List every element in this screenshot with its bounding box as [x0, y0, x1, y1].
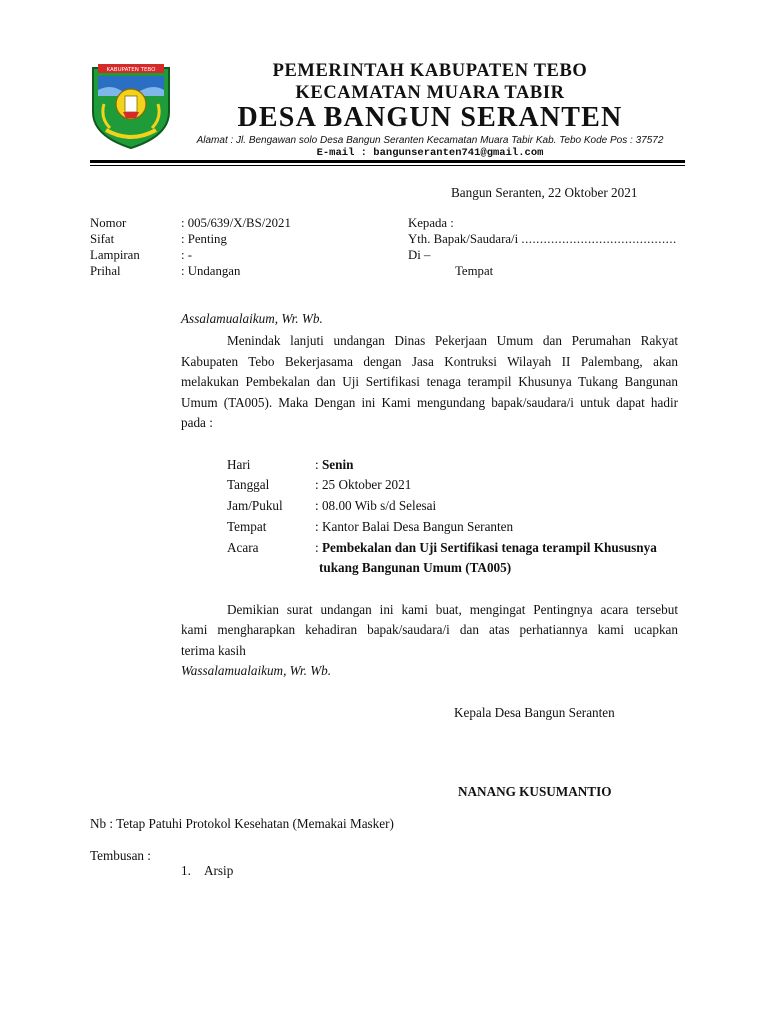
body-line-4: Umum (TA005). Maka Dengan ini Kami mengundang bapak/saudara/i untuk dapat hadir [181, 395, 678, 410]
recipient-tempat: Tempat [455, 264, 494, 278]
nomor-value: : 005/639/X/BS/2021 [181, 216, 291, 230]
letterhead-email: E-mail : bangunseranten741@gmail.com [316, 147, 544, 159]
closing-line-1: Demikian surat undangan ini kami buat, mengingat Pentingnya acara tersebut [227, 602, 678, 617]
event-tempat-label: Tempat [227, 519, 267, 534]
coat-of-arms-logo [90, 60, 172, 150]
prihal-label: Prihal [90, 264, 121, 278]
event-acara-value-1: Pembekalan dan Uji Sertifikasi tenaga terampil Khususnya [321, 540, 657, 555]
recipient-yth [408, 231, 677, 247]
closing-line-2: kami mengharapkan kehadiran bapak/saudara/i dan atas perhatiannya kami ucapkan [181, 622, 678, 637]
greeting: Assalamualaikum, Wr. Wb. [181, 311, 323, 326]
signature-name: NANANG KUSUMANTIO [458, 784, 612, 799]
event-acara-colon: : [315, 540, 322, 555]
health-protocol-note: Nb : Tetap Patuhi Protokol Kesehatan (Memakai Masker) [90, 816, 394, 831]
tembusan-item-num: 1. [181, 863, 191, 878]
prihal-value: : Undangan [181, 264, 241, 278]
event-jam-value: : 08.00 Wib s/d Selesai [315, 498, 437, 513]
tembusan-label: Tembusan : [90, 848, 151, 863]
closing-greeting: Wassalamualaikum, Wr. Wb. [181, 663, 332, 678]
event-hari-label: Hari [227, 457, 251, 472]
event-hari-colon: : [315, 457, 322, 472]
body-line-2: Kabupaten Tebo Bekerjasama dengan Jasa Kontruksi Wilayah II Palembang, akan [181, 354, 678, 369]
event-acara-line1 [315, 540, 657, 556]
closing-line-3: terima kasih [181, 643, 246, 658]
signature-title: Kepala Desa Bangun Seranten [454, 705, 615, 720]
recipient-dots: .......................................... [521, 232, 677, 246]
lampiran-value: : - [181, 248, 193, 262]
letterhead-divider-thin [90, 165, 685, 166]
event-hari [315, 457, 354, 473]
event-tempat-value: : Kantor Balai Desa Bangun Seranten [315, 519, 514, 534]
tembusan-item-text: Arsip [204, 863, 234, 878]
logo-caption: KABUPATEN TEBO [106, 67, 156, 73]
nomor-label: Nomor [90, 216, 127, 230]
lampiran-label: Lampiran [90, 248, 140, 262]
sifat-value: : Penting [181, 232, 227, 246]
sifat-label: Sifat [90, 232, 115, 246]
event-hari-value: Senin [321, 457, 354, 472]
recipient-yth-text: Yth. Bapak/Saudara/i [408, 232, 519, 246]
date-line: Bangun Seranten, 22 Oktober 2021 [451, 185, 638, 200]
event-acara-label: Acara [227, 540, 259, 555]
letterhead-address: Alamat : Jl. Bengawan solo Desa Bangun Seranten Kecamatan Muara Tabir Kab. Tebo Kode Pos : 37572 [196, 135, 664, 146]
event-tanggal-value: : 25 Oktober 2021 [315, 477, 412, 492]
body-line-5: pada : [181, 415, 213, 430]
event-jam-label: Jam/Pukul [227, 498, 283, 513]
letterhead-divider-thick [90, 160, 685, 163]
recipient-di: Di – [408, 248, 431, 262]
event-tanggal-label: Tanggal [227, 477, 270, 492]
body-line-1: Menindak lanjuti undangan Dinas Pekerjaan Umum dan Perumahan Rakyat [227, 333, 678, 348]
body-line-3: melakukan Pembekalan dan Uji Sertifikasi tenaga terampil Khusunya Tukang Bangunan [181, 374, 678, 389]
recipient-kepada: Kepada : [408, 216, 454, 230]
letterhead-village: DESA BANGUN SERANTEN [237, 102, 623, 133]
letterhead-district: KECAMATAN MUARA TABIR [295, 83, 565, 103]
event-acara-value-2: tukang Bangunan Umum (TA005) [319, 560, 512, 575]
letterhead-government: PEMERINTAH KABUPATEN TEBO [272, 61, 588, 81]
